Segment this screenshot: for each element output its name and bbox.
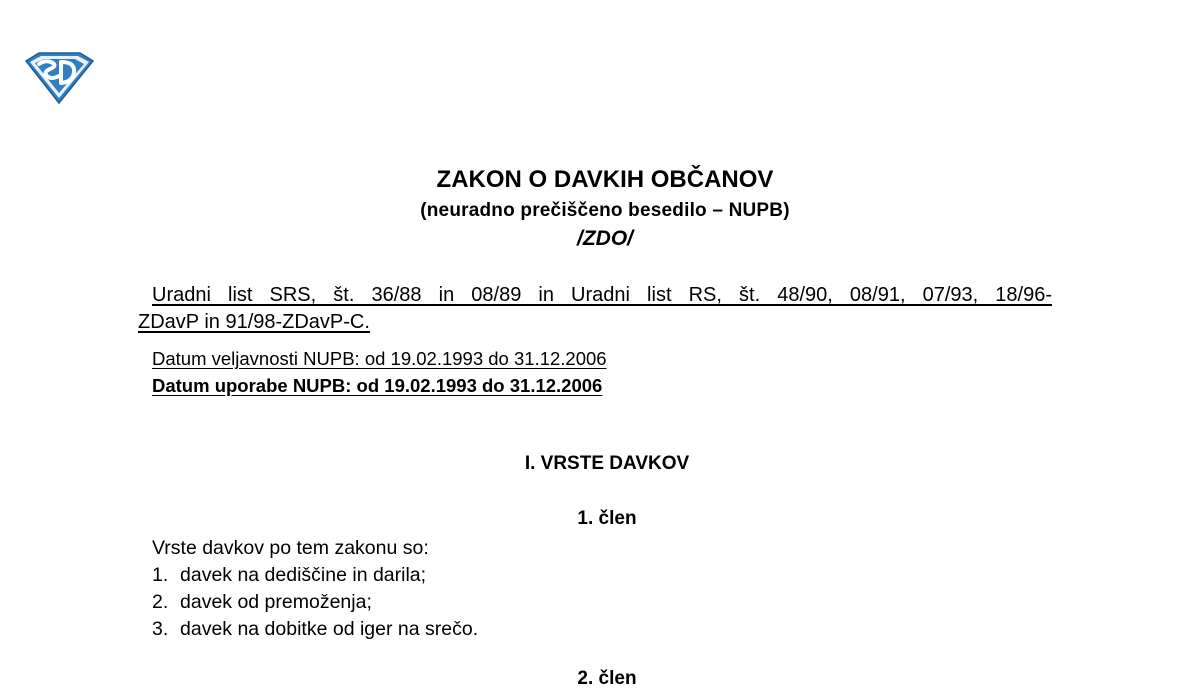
tax-types-list	[152, 562, 478, 643]
gazette-line-2: ZDavP in 91/98-ZDavP-C.	[138, 311, 370, 333]
document-subtitle: (neuradno prečiščeno besedilo – NUPB)	[420, 200, 790, 221]
list-item-number: 3.	[152, 618, 169, 640]
list-item-text: davek na dobitke od iger na srečo.	[180, 618, 479, 640]
list-item	[152, 562, 478, 589]
article-1-body	[152, 535, 478, 643]
article-2-heading: 2. člen	[577, 668, 637, 689]
validity-date: Datum veljavnosti NUPB: od 19.02.1993 do 31.12.2006	[152, 348, 607, 369]
list-item-text: davek na dediščine in darila;	[180, 564, 427, 586]
list-item	[152, 589, 478, 616]
official-gazette-reference	[138, 282, 1052, 336]
article-1-intro: Vrste davkov po tem zakonu so:	[152, 537, 429, 559]
list-item-text: davek od premoženja;	[180, 591, 372, 613]
section-heading: I. VRSTE DAVKOV	[524, 453, 690, 474]
gazette-line-1: Uradni list SRS, št. 36/88 in 08/89 in Uradni list RS, št. 48/90, 08/91, 07/93, 18/96-	[152, 284, 1052, 306]
list-item-number: 2.	[152, 591, 169, 613]
list-item-number: 1.	[152, 564, 169, 586]
usage-date: Datum uporabe NUPB: od 19.02.1993 do 31.12.2006	[152, 375, 603, 396]
sd-logo	[22, 50, 96, 106]
document-title: ZAKON O DAVKIH OBČANOV	[436, 166, 774, 193]
article-1-heading: 1. člen	[577, 508, 637, 529]
law-abbreviation: /ZDO/	[577, 227, 633, 250]
list-item	[152, 616, 478, 643]
